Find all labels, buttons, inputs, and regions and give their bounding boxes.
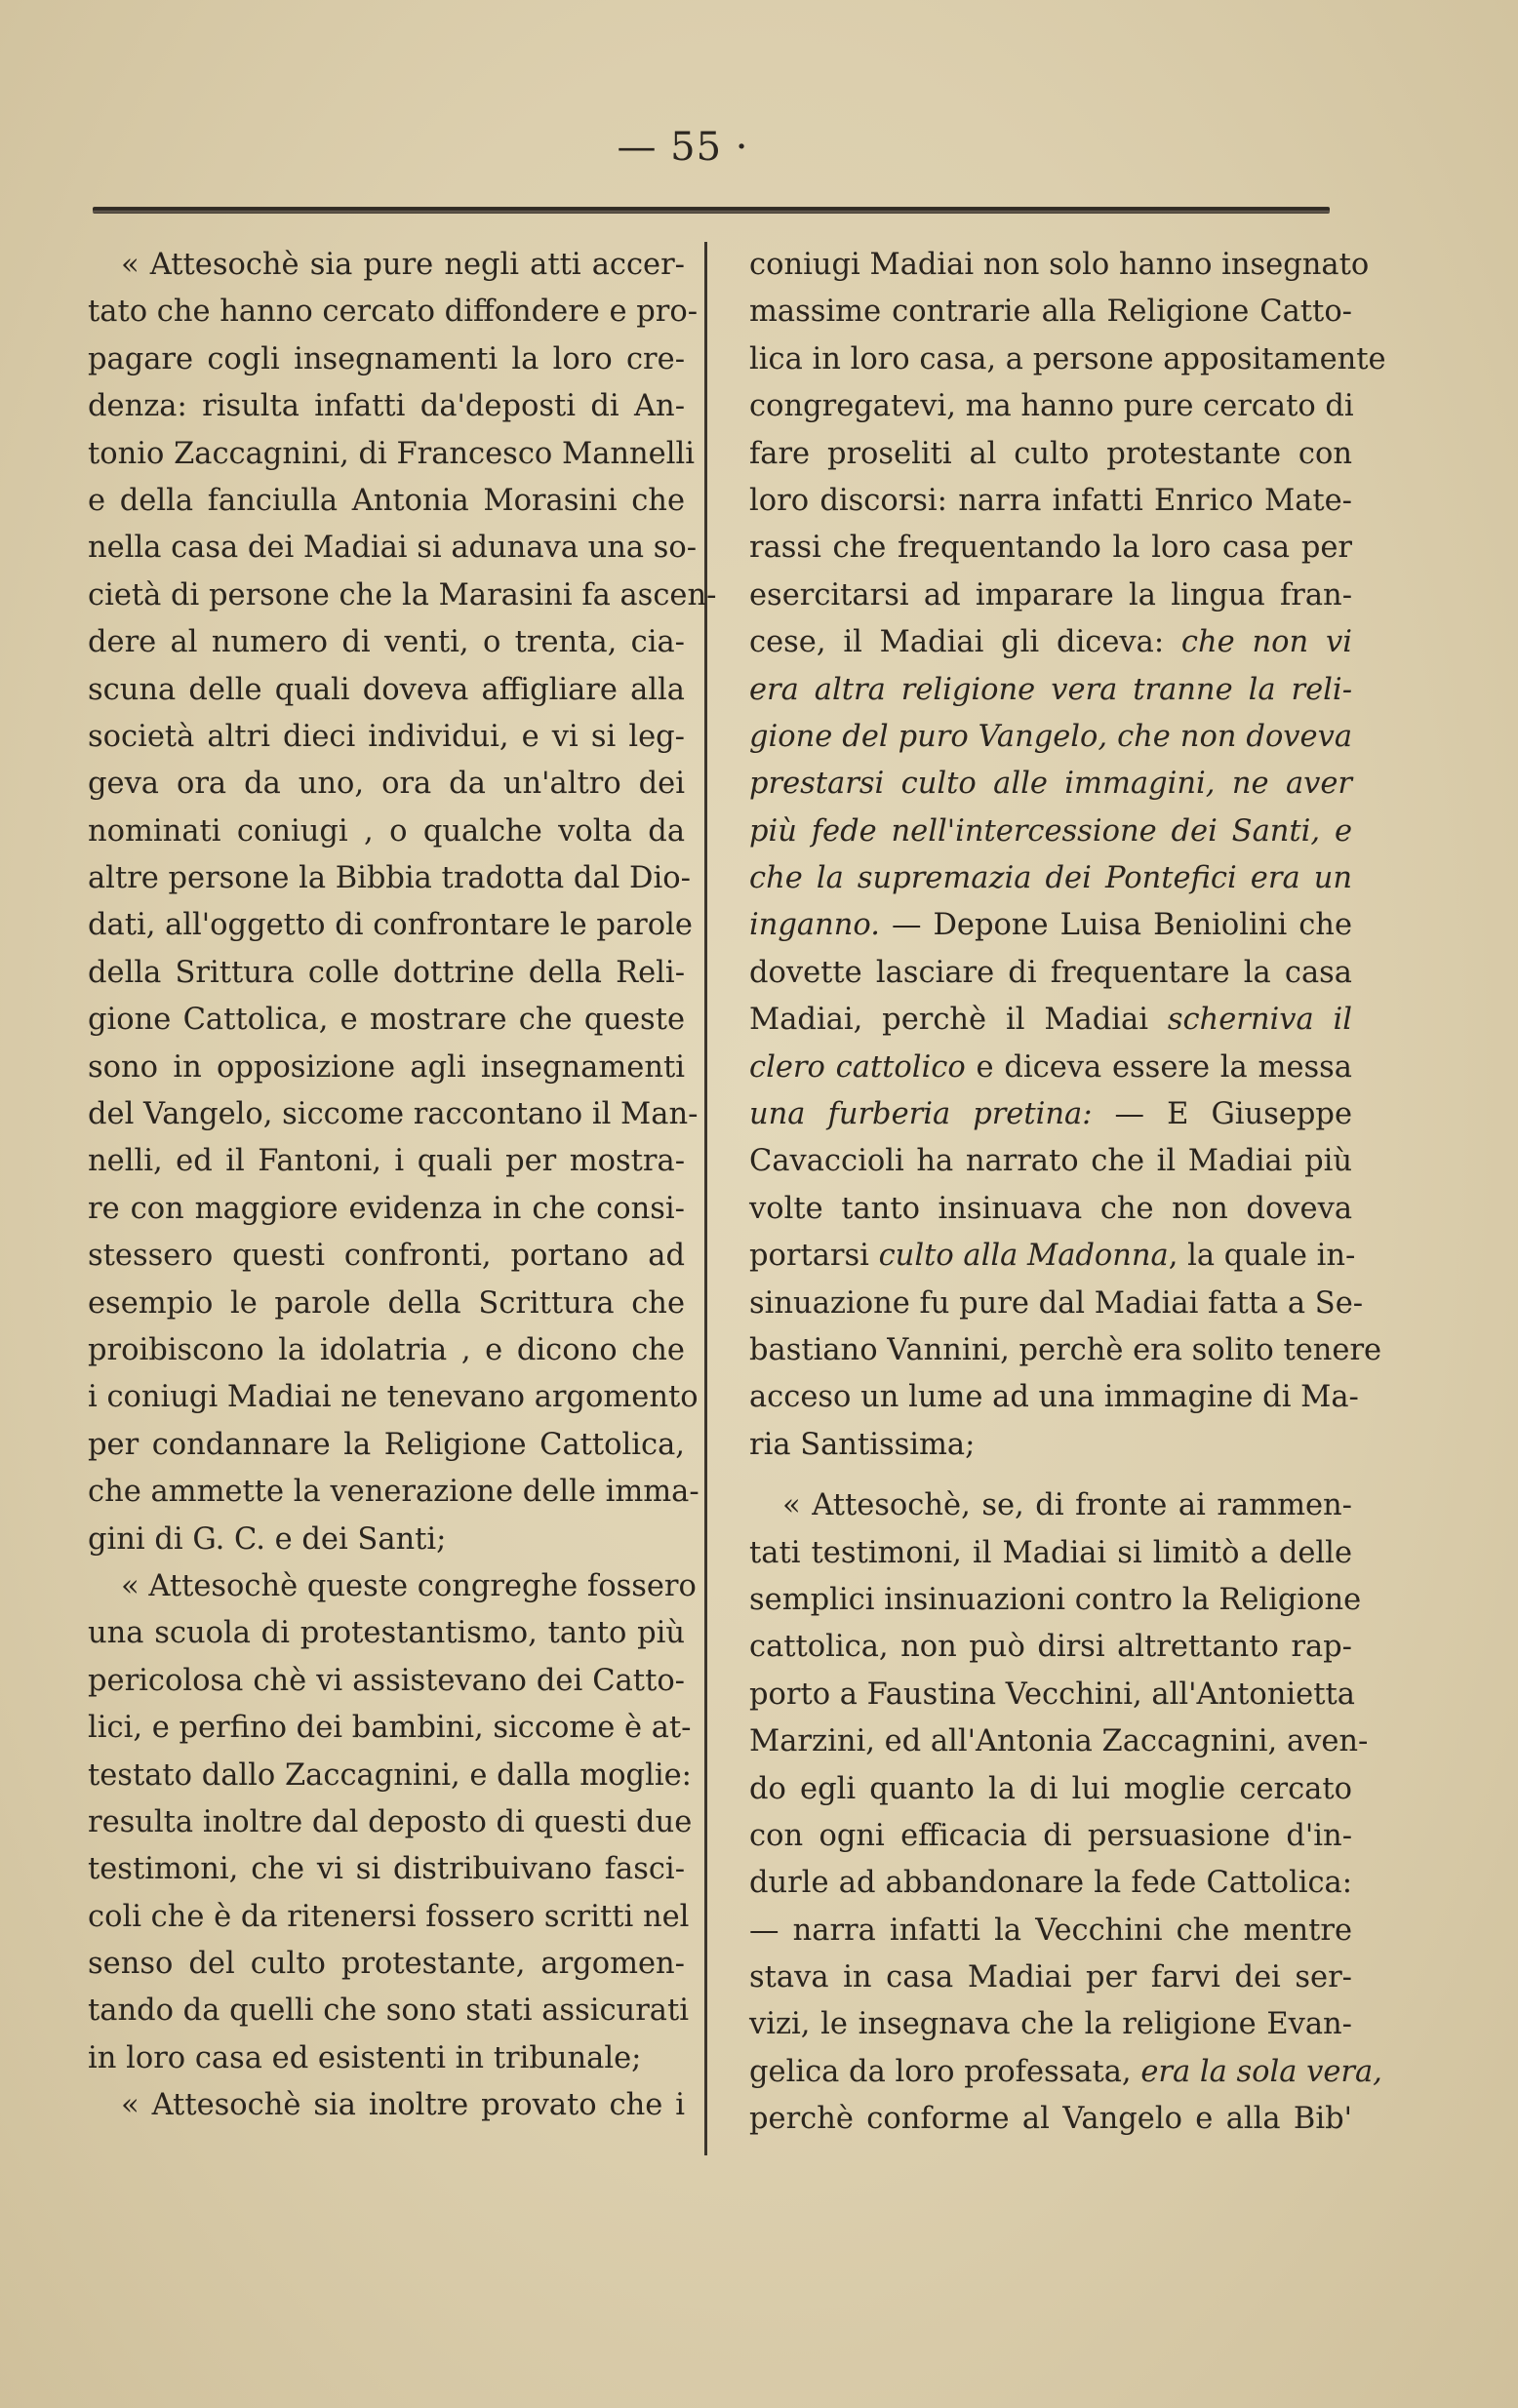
text-line — [88, 478, 685, 525]
text-line — [88, 667, 685, 714]
text-line — [88, 1186, 685, 1233]
text-line — [749, 2001, 1352, 2048]
line-text: dati, all'oggetto di confrontare le parole — [88, 908, 693, 943]
line-text: congregatevi, ma hanno pure cercato di — [749, 389, 1354, 424]
line-text: tato che hanno cercato diffondere e pro- — [88, 295, 699, 330]
text-line — [88, 1281, 685, 1327]
text-line — [749, 525, 1352, 572]
line-text: volte tanto insinuava che non doveva — [749, 1191, 1352, 1226]
italic-text: che non vi — [1164, 625, 1352, 660]
line-text: acceso un lume ad una immagine di Ma- — [749, 1380, 1359, 1415]
line-text: « Attesochè sia inoltre provato che i — [121, 2088, 685, 2123]
line-text: in loro casa ed esistenti in tribunale; — [88, 2040, 642, 2075]
text-line — [749, 1672, 1355, 1718]
italic-text: scherniva il — [1147, 1003, 1353, 1038]
line-text: altre persone la Bibbia tradotta dal Dio- — [88, 861, 691, 896]
text-line — [88, 619, 685, 666]
line-text: testato dallo Zaccagnini, e dalla moglie: — [88, 1757, 692, 1793]
italic-text: culto alla Madonna — [868, 1239, 1169, 1274]
text-line — [749, 289, 1352, 336]
text-line — [749, 1091, 1352, 1138]
line-text: ria Santissima; — [749, 1427, 976, 1462]
text-line — [749, 478, 1352, 525]
line-text: durle ad abbandonare la fede Cattolica: — [749, 1866, 1352, 1901]
line-text: esempio le parole della Scrittura che — [88, 1285, 685, 1321]
line-text: nella casa dei Madiai si adunava una so- — [88, 531, 698, 566]
text-line — [749, 667, 1352, 714]
text-line — [88, 1045, 685, 1091]
line-text: scuna delle quali doveva affigliare alla — [88, 672, 685, 707]
text-line — [88, 1233, 685, 1280]
line-text: esercitarsi ad imparare la lingua fran- — [749, 577, 1352, 612]
line-text: Marzini, ed all'Antonia Zaccagnini, aven- — [749, 1724, 1369, 1759]
text-line — [88, 1658, 685, 1705]
line-text-tail: — Depone Luisa Beniolini che — [879, 908, 1352, 943]
text-line — [749, 1374, 1359, 1421]
text-line — [749, 855, 1352, 902]
line-text: senso del culto protestante, argomen- — [88, 1947, 685, 1982]
line-text: con ogni efficacia di persuasione d'in- — [749, 1818, 1352, 1853]
line-text: massime contrarie alla Religione Catto- — [749, 295, 1352, 330]
italic-text: era altra religione vera tranne la reli- — [749, 672, 1352, 707]
text-line — [749, 572, 1352, 619]
text-line — [749, 1281, 1364, 1327]
line-text: coniugi Madiai non solo hanno insegnato — [749, 248, 1370, 282]
italic-text: prestarsi culto alle immagini, ne aver — [749, 767, 1352, 802]
line-text: sono in opposizione agli insegnamenti — [88, 1049, 685, 1085]
text-line — [749, 1186, 1352, 1233]
header-rule — [93, 207, 1330, 214]
italic-text: era la sola vera, — [1131, 2054, 1382, 2089]
text-line — [749, 809, 1352, 855]
italic-text: che la supremazia dei Pontefici era un — [749, 861, 1352, 896]
text-line — [88, 242, 685, 289]
line-text: lica in loro casa, a persone appositamente — [749, 341, 1386, 376]
text-line — [88, 997, 685, 1044]
line-text: dovette lasciare di frequentare la casa — [749, 955, 1352, 990]
text-line — [749, 1813, 1352, 1860]
text-line — [749, 1766, 1352, 1813]
line-text: della Srittura colle dottrine della Reli- — [88, 955, 685, 990]
text-line — [88, 1138, 685, 1185]
text-line — [749, 1530, 1352, 1577]
text-line — [88, 525, 698, 572]
text-line — [749, 1954, 1352, 2001]
text-line — [88, 1091, 699, 1138]
line-text: e della fanciulla Antonia Morasini che — [88, 483, 685, 518]
line-text: tando da quelli che sono stati assicurati — [88, 1994, 689, 2029]
text-line — [88, 809, 685, 855]
text-line — [749, 997, 1352, 1044]
line-text: porto a Faustina Vecchini, all'Antonietta — [749, 1677, 1355, 1712]
text-line — [88, 1894, 690, 1941]
page-number: — 55 · — [617, 125, 749, 170]
line-text: sinuazione fu pure dal Madiai fatta a Se- — [749, 1285, 1364, 1321]
text-line — [88, 2082, 685, 2129]
line-text: dere al numero di venti, o trenta, cia- — [88, 625, 685, 660]
text-line — [88, 1422, 685, 1469]
line-text: lici, e perfino dei bambini, siccome è at- — [88, 1711, 692, 1746]
text-line — [749, 1908, 1352, 1954]
text-line — [88, 1374, 699, 1421]
line-text: do egli quanto la di lui moglie cercato — [749, 1771, 1352, 1806]
text-line — [749, 1577, 1362, 1624]
text-line — [88, 1610, 685, 1657]
line-text: « Attesochè, se, di fronte ai rammen- — [782, 1488, 1352, 1523]
line-text-tail: — E Giuseppe — [1092, 1097, 1353, 1132]
text-line — [88, 1469, 699, 1516]
line-text: Cavaccioli ha narrato che il Madiai più — [749, 1144, 1352, 1179]
line-text: pagare cogli insegnamenti la loro cre- — [88, 341, 685, 376]
line-text: per condannare la Religione Cattolica, — [88, 1427, 685, 1462]
text-line — [88, 1753, 692, 1799]
text-line — [749, 1233, 1356, 1280]
italic-text: clero cattolico — [749, 1049, 966, 1085]
text-line — [88, 572, 717, 619]
text-line — [88, 902, 693, 949]
line-text: re con maggiore evidenza in che consi- — [88, 1191, 685, 1226]
text-line — [749, 902, 1352, 949]
line-text: che ammette la venerazione delle imma- — [88, 1475, 699, 1510]
line-text: stava in casa Madiai per farvi dei ser- — [749, 1960, 1352, 1995]
text-line — [749, 1138, 1352, 1185]
italic-text: più fede nell'intercessione dei Santi, e — [749, 813, 1352, 849]
line-text: testimoni, che vi si distribuivano fasci- — [88, 1852, 685, 1887]
line-text: portarsi — [749, 1239, 869, 1274]
line-text: gelica da loro professata, — [749, 2054, 1132, 2089]
text-line — [749, 431, 1352, 478]
text-line — [749, 1482, 1352, 1529]
text-line — [88, 1988, 689, 2034]
line-text: nominati coniugi , o qualche volta da — [88, 813, 685, 849]
text-line — [88, 1563, 697, 1610]
line-text: rassi che frequentando la loro casa per — [749, 531, 1352, 566]
line-text: pericolosa chè vi assistevano dei Catto- — [88, 1663, 685, 1698]
line-text: — narra infatti la Vecchini che mentre — [749, 1913, 1352, 1948]
text-line — [88, 431, 695, 478]
text-line — [88, 1327, 685, 1374]
text-line — [749, 714, 1352, 761]
left-column — [88, 242, 717, 2130]
line-text-tail: e diceva essere la messa — [965, 1049, 1352, 1085]
text-line — [749, 761, 1352, 808]
text-line — [749, 242, 1370, 289]
text-line — [749, 950, 1352, 997]
text-line — [749, 2049, 1382, 2096]
text-line — [88, 950, 685, 997]
line-text: vizi, le insegnava che la religione Evan- — [749, 2007, 1352, 2042]
text-line — [749, 1422, 1352, 1469]
text-line — [88, 1517, 685, 1563]
line-text: geva ora da uno, ora da un'altro dei — [88, 767, 685, 802]
line-text: perchè conforme al Vangelo e alla Bib' — [749, 2102, 1352, 2137]
right-column — [749, 242, 1386, 2144]
line-text: del Vangelo, siccome raccontano il Man- — [88, 1097, 699, 1132]
text-line — [749, 1327, 1382, 1374]
line-text: una scuola di protestantismo, tanto più — [88, 1616, 685, 1651]
line-text: cattolica, non può dirsi altrettanto rap- — [749, 1630, 1352, 1665]
text-line — [88, 2035, 685, 2082]
line-text: tonio Zaccagnini, di Francesco Mannelli — [88, 436, 695, 471]
line-text: denza: risulta infatti da'deposti di An- — [88, 389, 685, 424]
line-text-tail: , la quale in- — [1168, 1239, 1356, 1274]
text-line — [88, 1705, 692, 1752]
text-line — [749, 383, 1352, 430]
text-line — [88, 855, 691, 902]
line-text: resulta inoltre dal deposto di questi due — [88, 1804, 693, 1839]
italic-text: gione del puro Vangelo, che non doveva — [749, 719, 1352, 754]
line-text: fare proseliti al culto protestante con — [749, 436, 1352, 471]
line-text: semplici insinuazioni contro la Religione — [749, 1582, 1362, 1617]
line-text: società altri dieci individui, e vi si leg- — [88, 719, 685, 754]
text-line — [88, 383, 685, 430]
line-text: Madiai, perchè il Madiai — [749, 1003, 1148, 1038]
text-line — [749, 2096, 1352, 2143]
text-line — [749, 1860, 1352, 1907]
line-text: proibiscono la idolatria , e dicono che — [88, 1332, 685, 1367]
text-line — [749, 1045, 1352, 1091]
line-text: i coniugi Madiai ne tenevano argomento — [88, 1380, 699, 1415]
italic-text: una furberia pretina: — [749, 1097, 1093, 1132]
line-text: loro discorsi: narra infatti Enrico Mate- — [749, 483, 1352, 518]
line-text: gione Cattolica, e mostrare che queste — [88, 1003, 685, 1038]
line-text: coli che è da ritenersi fossero scritti nel — [88, 1899, 690, 1934]
line-text: cese, il Madiai gli diceva: — [749, 625, 1165, 660]
text-line — [749, 619, 1352, 666]
text-line — [88, 1799, 693, 1846]
line-text: gini di G. C. e dei Santi; — [88, 1521, 447, 1557]
line-text: bastiano Vannini, perchè era solito tenere — [749, 1332, 1382, 1367]
text-line — [749, 1624, 1352, 1671]
line-text: cietà di persone che la Marasini fa ascen- — [88, 577, 717, 612]
line-text: « Attesochè queste congreghe fossero — [121, 1568, 697, 1603]
line-text: stessero questi confronti, portano ad — [88, 1239, 685, 1274]
line-text: tati testimoni, il Madiai si limitò a delle — [749, 1535, 1352, 1570]
text-line — [88, 714, 685, 761]
text-line — [749, 336, 1386, 383]
text-line — [749, 1718, 1369, 1765]
line-text: « Attesochè sia pure negli atti accer- — [121, 248, 685, 282]
italic-text: inganno. — [749, 908, 880, 943]
text-line — [88, 336, 685, 383]
column-divider — [704, 242, 707, 2155]
text-line — [88, 1846, 685, 1893]
line-text: nelli, ed il Fantoni, i quali per mostra- — [88, 1144, 685, 1179]
text-line — [88, 1941, 685, 1988]
text-line — [88, 289, 699, 336]
text-line — [88, 761, 685, 808]
